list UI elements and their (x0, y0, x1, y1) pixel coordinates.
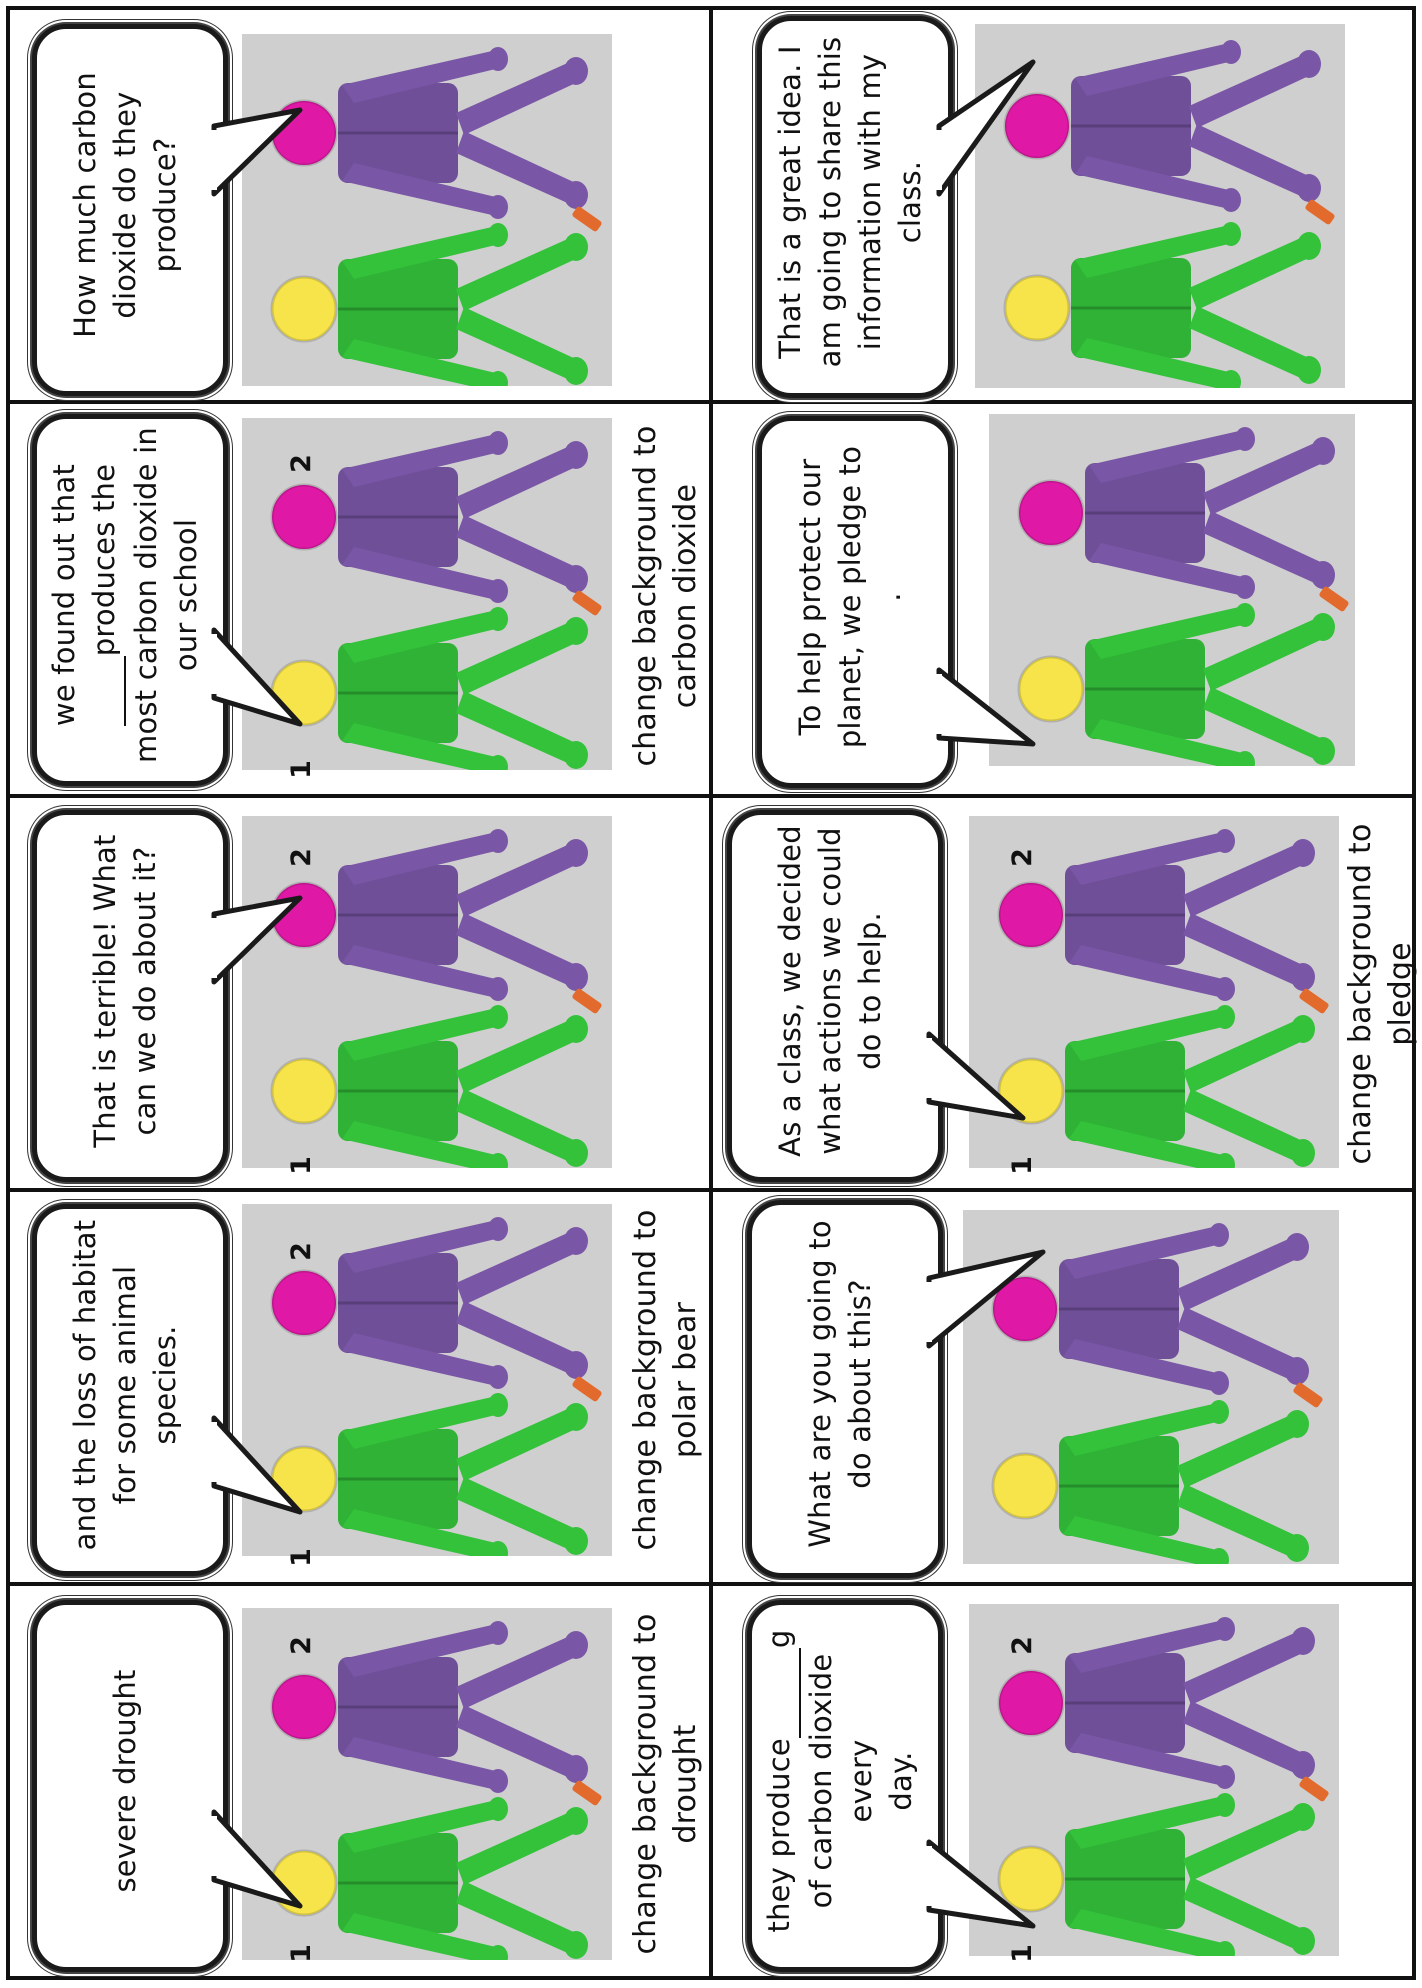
figure-number-1: 1 (285, 1944, 317, 1963)
text-line: class. (893, 160, 928, 244)
text-line: That is a great idea. I (772, 45, 807, 359)
caption-line: drought (668, 1724, 703, 1844)
text-line: severe drought (107, 1669, 142, 1893)
panel-top-1 (10, 10, 713, 402)
text-line: am going to share this (812, 36, 847, 368)
panel-top-3 (10, 798, 713, 1190)
panel-bottom-1 (713, 10, 1416, 402)
bubble-text (763, 426, 937, 768)
bubble-text (38, 1214, 212, 1556)
bubble-text (763, 26, 937, 378)
text-line: g (761, 1629, 796, 1649)
figure-number-2: 2 (1006, 848, 1038, 867)
text-line: do to help. (853, 912, 887, 1070)
text-line: dioxide do they (107, 91, 142, 319)
text-line: can we do about it? (128, 846, 162, 1136)
caption-line: carbon dioxide (668, 483, 703, 709)
figure-number-1: 1 (1006, 1156, 1038, 1175)
text-line: species. (148, 1325, 182, 1445)
text-line: information with my (853, 53, 887, 351)
text-line: How much carbon (67, 72, 102, 338)
text-line: and the loss of habitat (67, 1219, 102, 1551)
caption-line: change background to (1342, 823, 1378, 1165)
text-line: As a class, we decided (772, 825, 807, 1157)
text-line: planet, we pledge to (832, 445, 867, 749)
caption-line: change background to (627, 1613, 663, 1955)
figure-number-1: 1 (285, 760, 317, 779)
text-line: That is terrible! What (87, 834, 122, 1148)
figure-number-1: 1 (285, 1548, 317, 1567)
text-line: produces the (86, 463, 121, 657)
panel-caption (620, 1604, 712, 1964)
text-line: most carbon dioxide in (129, 427, 163, 763)
blank-line (759, 1648, 801, 1738)
blank-line: . (873, 592, 907, 602)
figure-number-2: 2 (285, 848, 317, 867)
caption-line: pledge (1383, 942, 1418, 1046)
panel-caption (620, 416, 712, 776)
caption-line: change background to (627, 1209, 663, 1551)
bubble-text (753, 1210, 927, 1558)
text-line: day. (884, 1751, 919, 1811)
panel-top-2 (10, 404, 713, 796)
text-line: To help protect our (792, 458, 827, 736)
text-line: What are you going to (802, 1220, 837, 1548)
panel-bottom-3 (713, 798, 1416, 1190)
bubble-text (38, 424, 212, 766)
panel-caption (1339, 812, 1422, 1176)
text-line: what actions we could (812, 827, 847, 1155)
figure-number-2: 2 (285, 1242, 317, 1261)
text-line: our school (169, 518, 204, 672)
panel-caption (620, 1200, 712, 1560)
text-line: of carbon dioxide every (803, 1653, 878, 1909)
panel-top-4 (10, 1192, 713, 1584)
panel-bottom-5 (713, 1586, 1416, 1978)
figure-number-1: 1 (1006, 1944, 1038, 1963)
panel-top-5 (10, 1586, 713, 1978)
panel-bottom-2 (713, 404, 1416, 796)
text-line: produce? (148, 137, 182, 273)
text-line: they produce (761, 1738, 796, 1933)
bubble-text (38, 1610, 212, 1952)
caption-line: polar bear (668, 1301, 703, 1459)
caption-line: change background to (627, 425, 663, 767)
bubble-text (38, 34, 212, 376)
figure-number-1: 1 (285, 1156, 317, 1175)
figure-number-2: 2 (285, 454, 317, 473)
text-line: we found out that (46, 463, 81, 727)
figure-number-2: 2 (285, 1636, 317, 1655)
panel-bottom-4 (713, 1192, 1416, 1584)
text-line: for some animal (107, 1265, 142, 1505)
figure-number-2: 2 (1006, 1636, 1038, 1655)
bubble-text (38, 820, 212, 1162)
blank-line (84, 656, 126, 726)
text-line: do about this? (843, 1279, 877, 1489)
bubble-text (733, 820, 927, 1162)
bubble-text (753, 1610, 927, 1952)
